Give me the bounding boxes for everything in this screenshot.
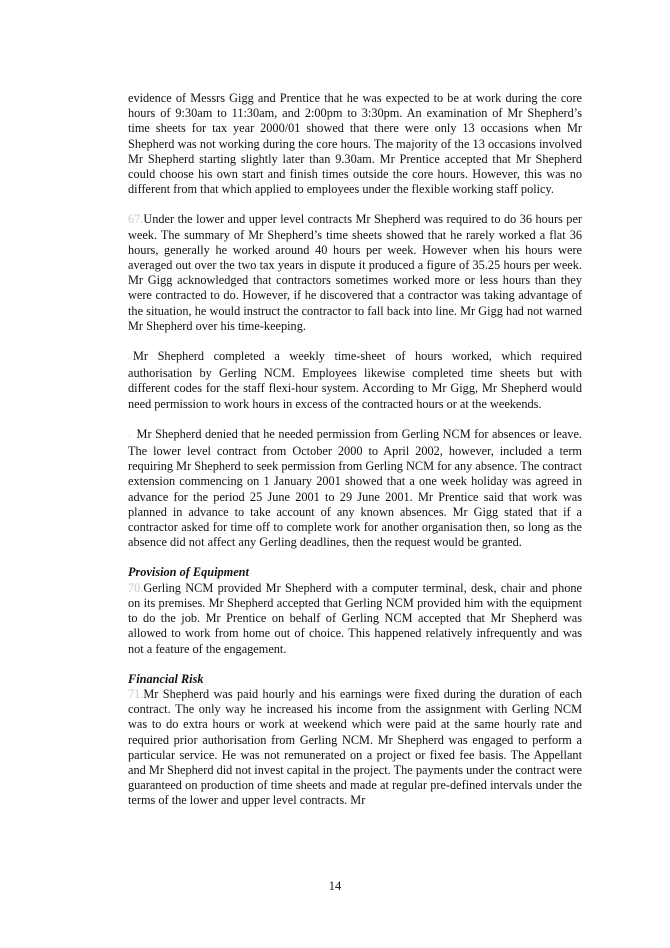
paragraph-text: Mr Shepherd was paid hourly and his earnings were fixed during the duration of each contract. The only way he increased his income from the assignment with Gerling NCM was to do extra hours or work at weekend which were paid at the same hourly rate and required prior authorisation from Gerling NCM. Mr Shepherd was engaged to perform a particular service. He was not remunerated on a project or fixed fee basis. The Appellant and Mr Shepherd did not invest capital in the project. The payments under the contract were guaranteed on production of time sheets and made at regular pre-defined intervals under the terms of the lower and upper level contracts. Mr [128,686,582,808]
paragraph-text: Mr Shepherd denied that he needed permission from Gerling NCM for absences or leave. The lower level contract from October 2000 to April 2002, however, included a term requiring Mr Shepherd to seek permission from Gerling NCM for any absence. The contract extension commencing on 1 January 2001 showed that a one week holiday was agreed in advance for the period 25 June 2001 to 29 June 2001. Mr Prentice said that work was planned in advance to take account of any known absences. Mr Gigg stated that if a contractor asked for time off to complete work for another organisation then, so long as the absence did not affect any Gerling deadlines, then the request would be granted. [128,426,582,550]
paragraph-number: 70. [128,580,144,595]
paragraph-number: 67. [128,212,144,227]
section-heading-equipment: Provision of Equipment [128,565,249,580]
paragraph-number: 68. [128,356,133,362]
paragraph-text: Under the lower and upper level contracts Mr Shepherd was required to do 36 hours per week. The summary of Mr Shepherd’s time sheets showed that he rarely worked a flat 36 hours, generally he worked around 40 hours per week. However when his hours were averaged out over the two tax years in dispute it produced a figure of 35.25 hours per week. Mr Gigg acknowledged that contractors sometimes worked more or less hours than they were contracted to do. However, if he discovered that a contractor was taking advantage of the situation, he would instruct the contractor to fall back into line. Mr Gigg had not warned Mr Shepherd over his time-keeping. [128,212,582,333]
paragraph-71 [128,687,582,809]
page-body [128,90,582,824]
paragraph-text: Gerling NCM provided Mr Shepherd with a computer terminal, desk, chair and phone on its premises. Mr Shepherd accepted that Gerling NCM provided him with the equipment to do the job. Mr Prentice on behalf of Gerling NCM accepted that Mr Shepherd was allowed to work from home out of choice. This happened relatively infrequently and was not a feature of the engagement. [128,580,582,656]
paragraph-70 [128,581,582,657]
paragraph-continuation [128,91,582,197]
paragraph-69 [128,427,582,551]
paragraph-number: 71. [128,686,144,701]
section-heading-financial-risk: Financial Risk [128,671,204,686]
paragraph-text: Mr Shepherd completed a weekly time-sheet of hours worked, which required authorisation by Gerling NCM. Employees likewise completed time sheets but with different codes for the staff flexi-hour system. According to Mr Gigg, Mr Shepherd would need permission to work hours in excess of the contracted hours or at the weekends. [128,349,582,411]
paragraph-text: evidence of Messrs Gigg and Prentice that he was expected to be at work during the core hours of 9:30am to 11:30am, and 2:00pm to 3:30pm. An examination of Mr Shepherd’s time sheets for tax year 2000/01 showed that there were only 13 occasions when Mr Shepherd was not working during the core hours. The majority of the 13 occasions involved Mr Shepherd starting slightly later than 9.30am. Mr Prentice accepted that Mr Shepherd could choose his own start and finish times outside the core hours. However, this was no different from that which applied to employees under the flexible working staff policy. [128,91,582,197]
paragraph-number: 69. [128,433,133,439]
page-number: 14 [328,879,342,893]
paragraph-67 [128,212,582,334]
paragraph-68 [128,349,582,412]
